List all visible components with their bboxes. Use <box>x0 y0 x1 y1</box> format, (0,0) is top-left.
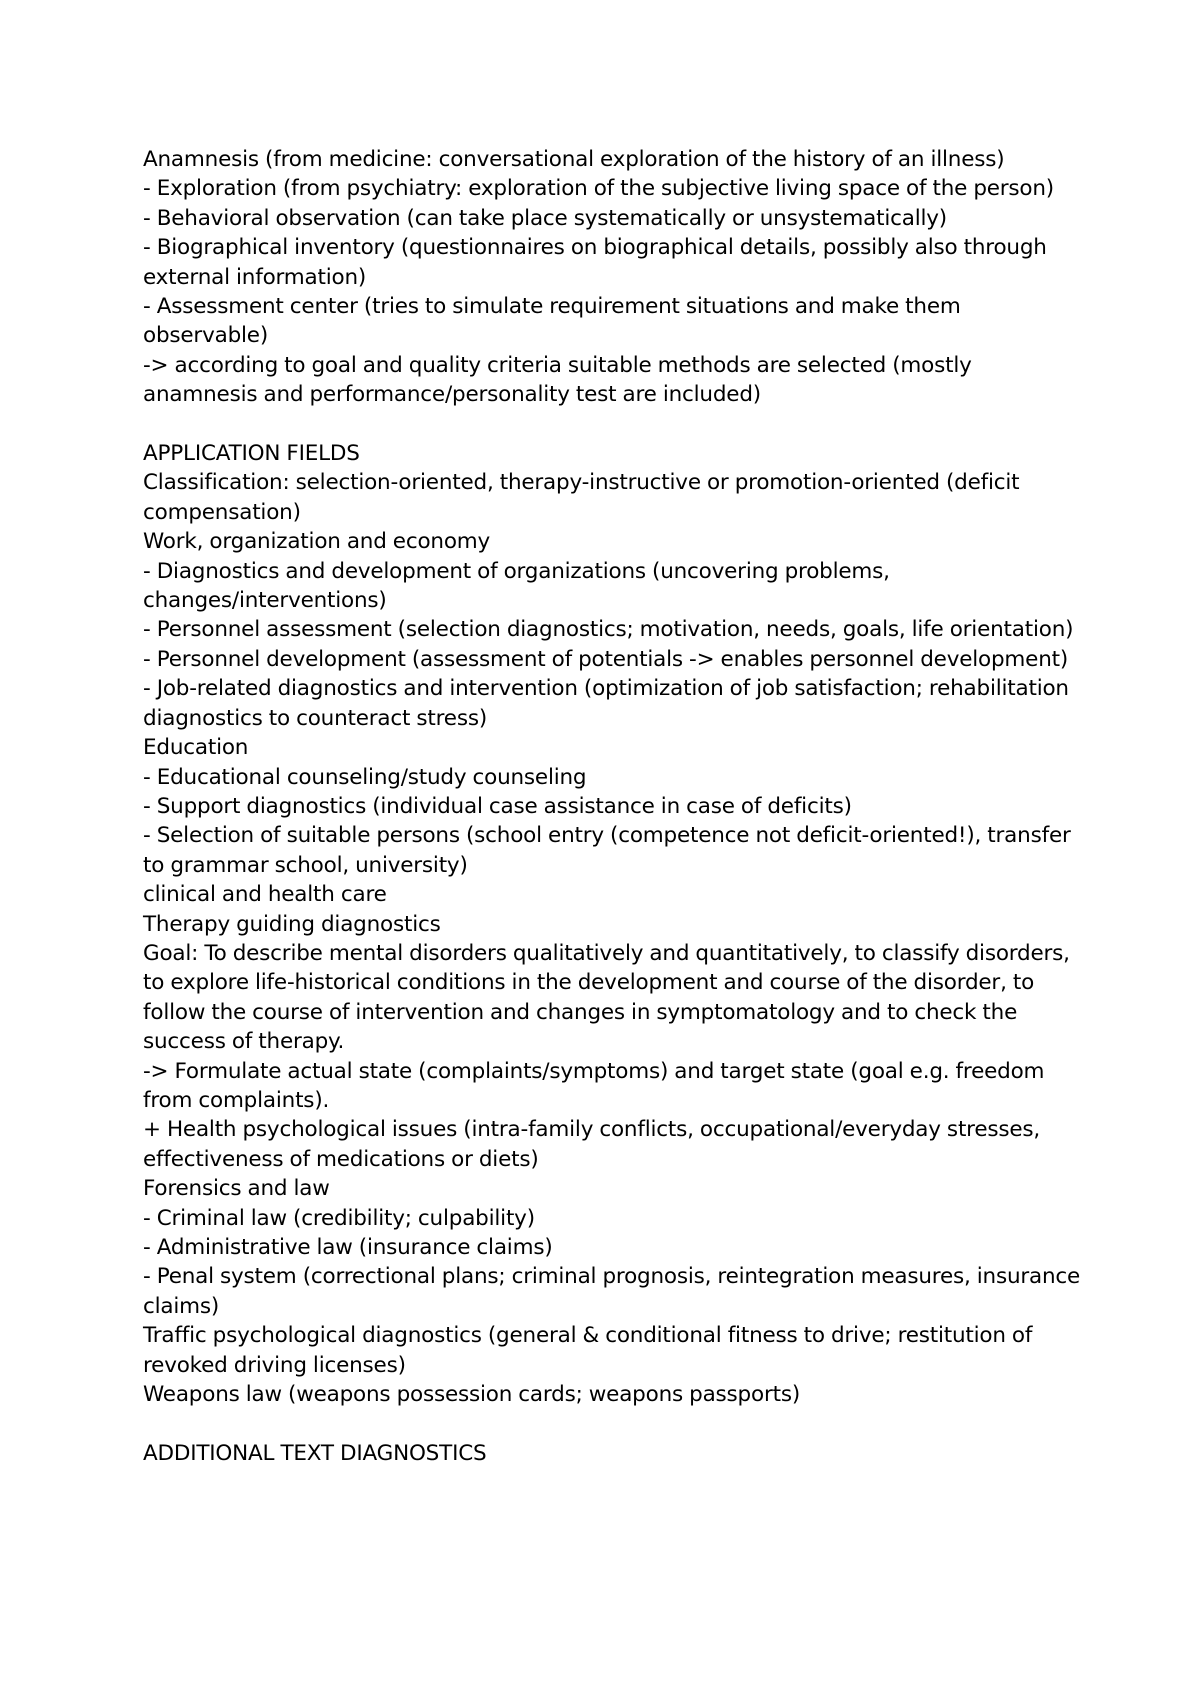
text-line: -> according to goal and quality criteria suitable methods are selected (mostly anamnesis and performance/personality test are included) <box>143 352 972 408</box>
text-line: - Job-related diagnostics and intervention (optimization of job satisfaction; rehabilitation diagnostics to counteract stress) <box>143 676 1069 731</box>
section-heading: APPLICATION FIELDS <box>143 441 360 467</box>
text-line: Therapy guiding diagnostics <box>143 911 441 937</box>
paragraph-gap <box>143 410 1083 439</box>
subsection-heading: Forensics and law <box>143 1176 330 1202</box>
text-line: - Biographical inventory (questionnaires on biographical details, possibly also through external information) <box>143 235 1047 290</box>
text-line: - Exploration (from psychiatry: exploration of the subjective living space of the person) <box>143 176 1054 202</box>
text-line: - Administrative law (insurance claims) <box>143 1235 553 1261</box>
text-line: -> Formulate actual state (complaints/symptoms) and target state (goal e.g. freedom from complaints). <box>143 1058 1045 1113</box>
text-line: Anamnesis (from medicine: conversational exploration of the history of an illness) <box>143 147 1005 172</box>
section-heading: ADDITIONAL TEXT DIAGNOSTICS <box>143 1440 487 1466</box>
text-line: - Criminal law (credibility; culpability) <box>143 1205 535 1231</box>
text-line: - Educational counseling/study counseling <box>143 764 587 790</box>
text-line: - Behavioral observation (can take place systematically or unsystematically) <box>143 205 947 231</box>
text-line: - Selection of suitable persons (school entry (competence not deficit-oriented!), transfer to grammar school, university) <box>143 823 1071 878</box>
subsection-heading: Education <box>143 735 249 761</box>
text-line: Goal: To describe mental disorders qualitatively and quantitatively, to classify disorders, to explore life-historical conditions in the development and course of the disorder, to follow the course of intervention and changes in symptomatology and to check the success of therapy. <box>143 940 1070 1055</box>
text-line: - Personnel assessment (selection diagnostics; motivation, needs, goals, life orientation) <box>143 617 1074 643</box>
text-line: Classification: selection-oriented, therapy-instructive or promotion-oriented (deficit compensation) <box>143 470 1020 525</box>
text-line: - Diagnostics and development of organizations (uncovering problems, changes/interventions) <box>143 558 890 614</box>
text-line: - Penal system (correctional plans; criminal prognosis, reintegration measures, insurance claims) <box>143 1264 1081 1319</box>
text-line: Traffic psychological diagnostics (general & conditional fitness to drive; restitution of revoked driving licenses) <box>143 1323 1033 1378</box>
document-body <box>143 145 1083 1468</box>
text-line: - Personnel development (assessment of potentials -> enables personnel development) <box>143 646 1069 672</box>
subsection-heading: clinical and health care <box>143 882 387 908</box>
paragraph-gap <box>143 1409 1083 1438</box>
subsection-heading: Work, organization and economy <box>143 529 491 555</box>
text-line: - Assessment center (tries to simulate requirement situations and make them observable) <box>143 294 961 349</box>
text-line: - Support diagnostics (individual case assistance in case of deficits) <box>143 793 852 819</box>
text-line: Weapons law (weapons possession cards; weapons passports) <box>143 1382 801 1408</box>
text-line: + Health psychological issues (intra-family conflicts, occupational/everyday stresses, effectiveness of medications or diets) <box>143 1117 1041 1172</box>
